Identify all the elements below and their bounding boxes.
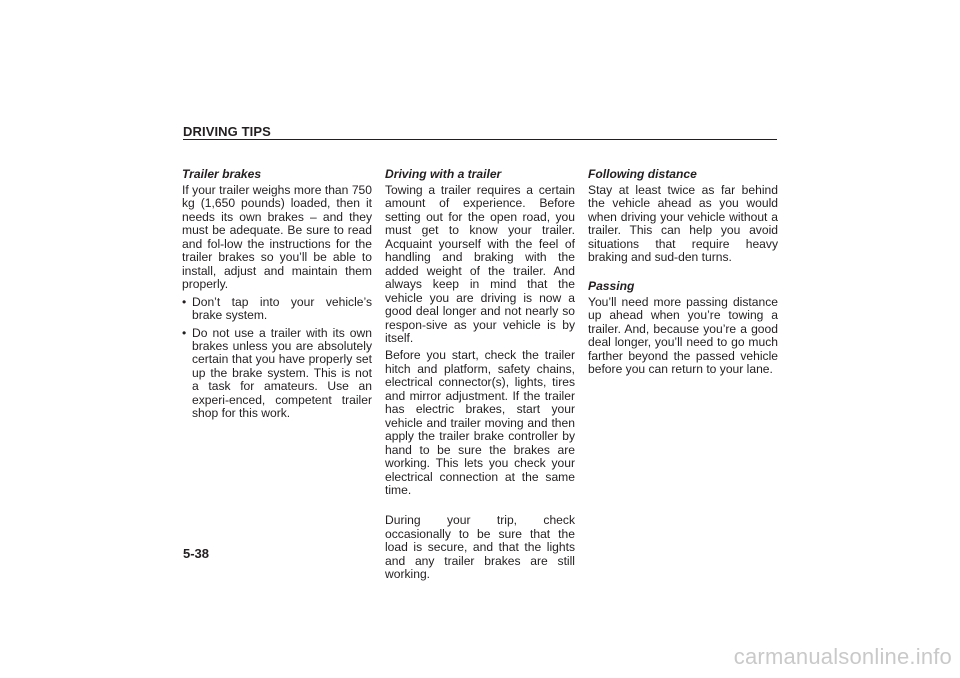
bullet-text: Do not use a trailer with its own brakes unless you are absolutely certain that you have properly set up the brake system. This is not a task for amateurs. Use an experi-enced, competent trailer shop for this work. — [192, 325, 372, 421]
paragraph-during-trip: During your trip, check occasionally to be sure that the load is secure, and that the lights and any trailer brakes are still working. — [385, 513, 575, 582]
bullet-item — [182, 327, 372, 421]
paragraph-trailer-brakes: If your trailer weighs more than 750 kg (1,650 pounds) loaded, then it needs its own brakes – and they must be adequate. Be sure to read and fol-low the instructions for the trailer brakes so you’ll be able to install, adjust and maintain them properly. — [182, 183, 372, 292]
page-number: 5-38 — [183, 546, 210, 561]
header-rule — [183, 139, 777, 140]
section-title: DRIVING TIPS — [183, 124, 271, 139]
paragraph-passing: You’ll need more passing distance up ahead when you’re towing a trailer. And, because you’re a good deal longer, you’ll need to go much farther beyond the passed vehicle before you can return to your lane. — [588, 294, 778, 376]
paragraph-following-distance: Stay at least twice as far behind the vehicle ahead as you would when driving your vehicle without a trailer. This can help you avoid situations that require heavy braking and sud-den turns. — [588, 183, 778, 265]
watermark: carmanualsonline.info — [733, 644, 952, 669]
paragraph-before-you-start: Before you start, check the trailer hitch and platform, safety chains, electrical connector(s), lights, tires and mirror adjustment. If the trailer has electric brakes, start your vehicle and trailer moving and then apply the trailer brake controller by hand to be sure the brakes are working. This lets you check your electrical connection at the same time. — [385, 348, 575, 497]
heading-trailer-brakes: Trailer brakes — [182, 167, 262, 181]
bullet-icon: • — [182, 325, 187, 340]
heading-driving-with-trailer: Driving with a trailer — [385, 167, 502, 181]
heading-following-distance: Following distance — [588, 167, 697, 181]
paragraph-towing: Towing a trailer requires a certain amount of experience. Before setting out for the open road, you must get to know your trailer. Acquaint yourself with the feel of handling and braking with the added weight of the trailer. And always keep in mind that the vehicle you are driving is now a good deal longer and not nearly so respon-sive as your vehicle is by itself. — [385, 183, 575, 345]
bullet-text: Don’t tap into your vehicle’s brake system. — [192, 294, 372, 323]
bullet-list — [182, 296, 372, 421]
column-following-passing — [588, 167, 778, 380]
heading-passing: Passing — [588, 278, 635, 293]
bullet-icon: • — [182, 294, 187, 309]
bullet-item — [182, 296, 372, 323]
column-trailer-brakes — [182, 167, 372, 425]
column-driving-with-trailer — [385, 167, 575, 586]
